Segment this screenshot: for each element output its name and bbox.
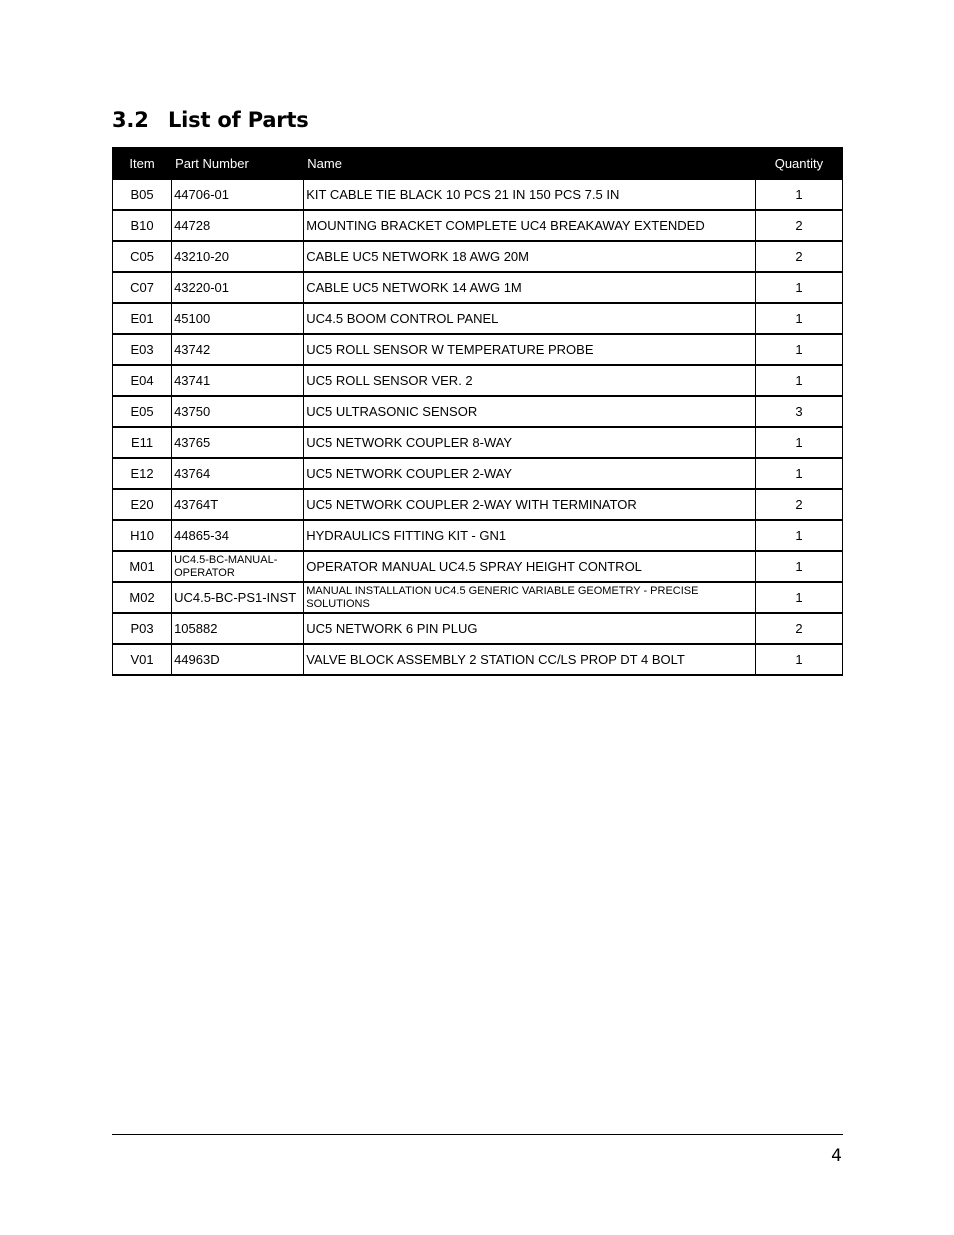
- cell-quantity: 1: [755, 180, 842, 211]
- cell-item: E03: [113, 334, 172, 365]
- cell-part-number: 43210-20: [172, 241, 304, 272]
- cell-item: V01: [113, 644, 172, 675]
- cell-item: H10: [113, 520, 172, 551]
- cell-quantity: 1: [755, 334, 842, 365]
- cell-part-number: 43741: [172, 365, 304, 396]
- cell-name: KIT CABLE TIE BLACK 10 PCS 21 IN 150 PCS 7.5 IN: [304, 180, 756, 211]
- cell-quantity: 2: [755, 613, 842, 644]
- cell-quantity: 1: [755, 644, 842, 675]
- cell-name: UC5 NETWORK COUPLER 2-WAY WITH TERMINATOR: [304, 489, 756, 520]
- table-row: [113, 489, 843, 520]
- table-row: [113, 644, 843, 675]
- cell-name: UC5 ROLL SENSOR W TEMPERATURE PROBE: [304, 334, 756, 365]
- cell-part-number: 43750: [172, 396, 304, 427]
- cell-name: UC4.5 BOOM CONTROL PANEL: [304, 303, 756, 334]
- header-part-number: Part Number: [172, 148, 304, 180]
- table-row: [113, 427, 843, 458]
- table-row: [113, 210, 843, 241]
- cell-item: B05: [113, 180, 172, 211]
- cell-item: C05: [113, 241, 172, 272]
- cell-quantity: 1: [755, 365, 842, 396]
- cell-part-number: 43765: [172, 427, 304, 458]
- cell-name: MOUNTING BRACKET COMPLETE UC4 BREAKAWAY EXTENDED: [304, 210, 756, 241]
- cell-item: M01: [113, 551, 172, 582]
- cell-name: CABLE UC5 NETWORK 18 AWG 20M: [304, 241, 756, 272]
- cell-part-number: 105882: [172, 613, 304, 644]
- table-row: [113, 582, 843, 613]
- table-row: [113, 458, 843, 489]
- table-row: [113, 551, 843, 582]
- cell-item: P03: [113, 613, 172, 644]
- cell-quantity: 1: [755, 551, 842, 582]
- cell-item: M02: [113, 582, 172, 613]
- cell-quantity: 1: [755, 303, 842, 334]
- cell-item: E11: [113, 427, 172, 458]
- table-row: [113, 241, 843, 272]
- cell-quantity: 1: [755, 427, 842, 458]
- cell-quantity: 1: [755, 272, 842, 303]
- cell-item: B10: [113, 210, 172, 241]
- table-row: [113, 334, 843, 365]
- header-quantity: Quantity: [755, 148, 842, 180]
- cell-name: CABLE UC5 NETWORK 14 AWG 1M: [304, 272, 756, 303]
- cell-item: E01: [113, 303, 172, 334]
- page-number: 4: [831, 1146, 842, 1166]
- cell-quantity: 1: [755, 520, 842, 551]
- cell-quantity: 2: [755, 489, 842, 520]
- section-title: List of Parts: [168, 108, 309, 132]
- table-header-row: [113, 148, 843, 180]
- cell-name: UC5 NETWORK COUPLER 2-WAY: [304, 458, 756, 489]
- cell-part-number: 44728: [172, 210, 304, 241]
- parts-table: [112, 147, 843, 676]
- header-name: Name: [304, 148, 756, 180]
- cell-part-number: 43220-01: [172, 272, 304, 303]
- cell-quantity: 3: [755, 396, 842, 427]
- cell-part-number: UC4.5-BC-MANUAL-OPERATOR: [172, 551, 304, 582]
- cell-part-number: 44706-01: [172, 180, 304, 211]
- cell-name: UC5 NETWORK 6 PIN PLUG: [304, 613, 756, 644]
- cell-part-number: 43764: [172, 458, 304, 489]
- section-heading: [112, 108, 309, 132]
- table-row: [113, 180, 843, 211]
- cell-name: MANUAL INSTALLATION UC4.5 GENERIC VARIABLE GEOMETRY - PRECISE SOLUTIONS: [304, 582, 756, 613]
- cell-part-number: 45100: [172, 303, 304, 334]
- cell-part-number: 44963D: [172, 644, 304, 675]
- cell-quantity: 2: [755, 210, 842, 241]
- cell-name: UC5 ULTRASONIC SENSOR: [304, 396, 756, 427]
- parts-table-body: [113, 180, 843, 676]
- cell-item: E12: [113, 458, 172, 489]
- cell-part-number: 44865-34: [172, 520, 304, 551]
- cell-name: UC5 ROLL SENSOR VER. 2: [304, 365, 756, 396]
- table-row: [113, 365, 843, 396]
- cell-quantity: 1: [755, 582, 842, 613]
- cell-item: E04: [113, 365, 172, 396]
- cell-item: E20: [113, 489, 172, 520]
- cell-part-number: 43764T: [172, 489, 304, 520]
- footer-divider: [112, 1134, 843, 1135]
- header-item: Item: [113, 148, 172, 180]
- table-row: [113, 520, 843, 551]
- cell-quantity: 2: [755, 241, 842, 272]
- cell-item: E05: [113, 396, 172, 427]
- table-row: [113, 303, 843, 334]
- cell-part-number: 43742: [172, 334, 304, 365]
- cell-name: UC5 NETWORK COUPLER 8-WAY: [304, 427, 756, 458]
- cell-item: C07: [113, 272, 172, 303]
- cell-name: HYDRAULICS FITTING KIT - GN1: [304, 520, 756, 551]
- table-row: [113, 396, 843, 427]
- cell-quantity: 1: [755, 458, 842, 489]
- cell-part-number: UC4.5-BC-PS1-INST: [172, 582, 304, 613]
- table-row: [113, 613, 843, 644]
- cell-name: VALVE BLOCK ASSEMBLY 2 STATION CC/LS PROP DT 4 BOLT: [304, 644, 756, 675]
- cell-name: OPERATOR MANUAL UC4.5 SPRAY HEIGHT CONTROL: [304, 551, 756, 582]
- table-row: [113, 272, 843, 303]
- section-number: 3.2: [112, 108, 149, 132]
